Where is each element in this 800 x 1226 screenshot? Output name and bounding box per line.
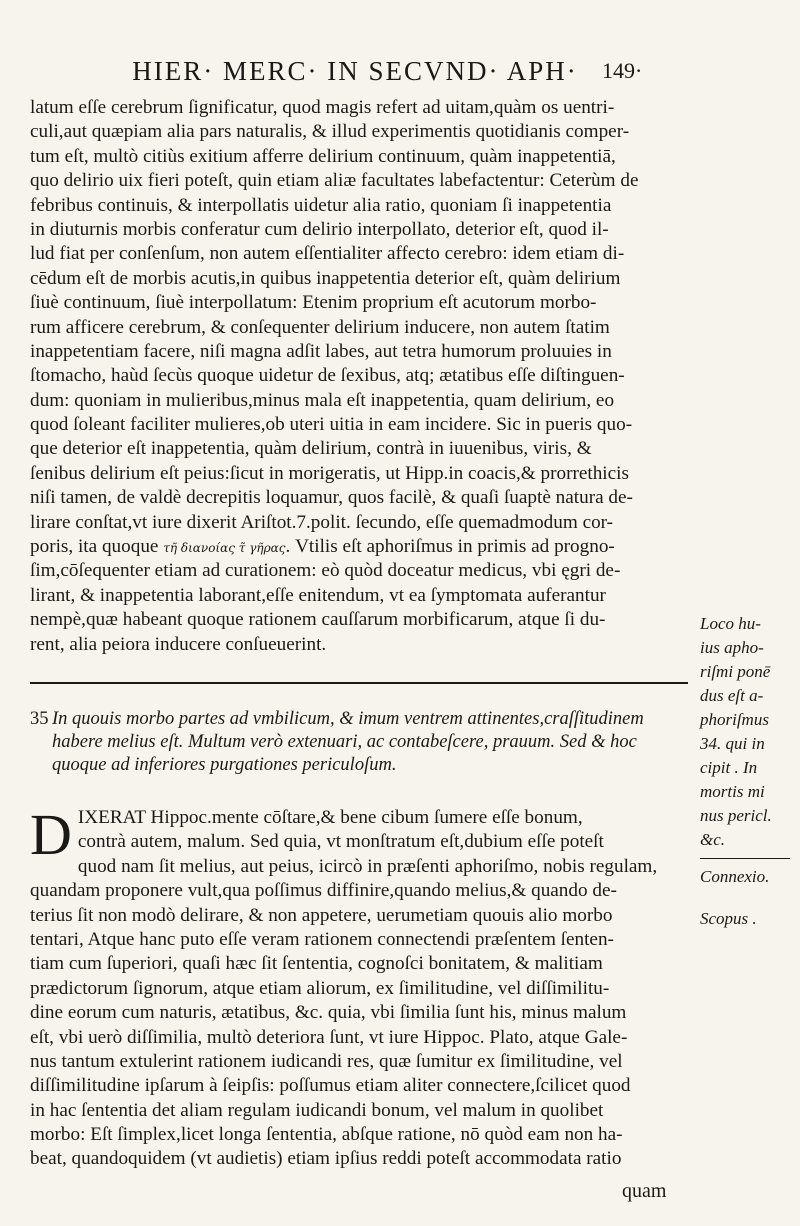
text-line: terius ſit non modò delirare, & non appetere, uerumetiam quouis alio morbo — [30, 904, 613, 926]
catchword: quam — [622, 1180, 667, 1202]
text-line: prædictorum ſignorum, atque etiam aliorum, ex ſimilitudine, vel diſſimilitu- — [30, 977, 610, 999]
text-line: ſiuè continuum, ſiuè interpollatum: Etenim proprium eſt acutorum morbo- — [30, 292, 597, 314]
text-line: eſt, vbi uerò diſſimilia, multò deteriora ſunt, vt iure Hippoc. Plato, atque Gale- — [30, 1026, 628, 1048]
main-text-block — [30, 96, 694, 657]
margin-note-line: nus pericl. — [700, 806, 772, 825]
drop-cap: D — [30, 802, 72, 867]
page-number: 149· — [602, 58, 643, 83]
text-line: inappetentiam facere, niſi magna adſit labes, aut tetra humorum proluuies in — [30, 340, 612, 362]
margin-note-line: dus eſt a- — [700, 686, 764, 705]
text-line: ſenibus delirium eſt peius:ſicut in morigeratis, ut Hipp.in coacis,& prorrethicis — [30, 462, 629, 484]
text-line: diſſimilitudine ipſarum à ſeipſis: poſſumus etiam aliter connectere,ſcilicet quod — [30, 1075, 631, 1097]
text-line: ſim,cōſequenter etiam ad curationem: eò quòd doceatur medicus, vbi ęgri de- — [30, 560, 621, 582]
text-line: ſtomacho, haùd ſecùs quoque uidetur de ſexibus, atq; ætatibus eſſe diſtinguen- — [30, 365, 625, 387]
text-line: nempè,quæ habeant quoque rationem cauſſarum morbificarum, atque ſi du- — [30, 609, 606, 631]
margin-note-line: Loco hu- — [700, 614, 761, 633]
margin-notes — [700, 612, 796, 931]
aphorism-line: quoque ad inferiores purgationes periculoſum. — [52, 755, 397, 775]
margin-divider — [700, 858, 790, 859]
text-line — [30, 535, 694, 559]
margin-note-line: 34. qui in — [700, 734, 765, 753]
text-segment: . Vtilis eſt aphoriſmus in primis ad progno- — [285, 536, 615, 558]
text-line: dine eorum cum naturis, ætatibus, &c. quia, vbi ſimilia ſunt his, minus malum — [30, 1002, 627, 1024]
margin-note-line: cipit . In — [700, 758, 758, 777]
text-line: latum eſſe cerebrum ſignificatur, quod magis refert ad uitam,quàm os uentri- — [30, 97, 615, 118]
aphorism-line — [30, 708, 694, 731]
text-line: in diuturnis morbis conferatur cum delirio interpollato, deterior eſt, quod il- — [30, 218, 609, 240]
text-line: in hac ſententia det aliam regulam iudicandi bonum, vel malum in quolibet — [30, 1099, 604, 1121]
text-line: quod ſoleant faciliter mulieres,ob uteri uitia in eam incidere. Sic in pueris quo- — [30, 414, 633, 436]
text-line: beat, quandoquidem (vt audietis) etiam ipſius reddi poteſt accommodata ratio — [30, 1148, 622, 1170]
text-line: niſi tamen, de valdè decrepitis loquamur, quos facilè, & quaſi ſuaptè natura de- — [30, 487, 633, 509]
margin-note-scopus: Scopus . — [700, 909, 757, 928]
text-line: quo delirio uix fieri poteſt, quin etiam aliæ facultates labefactentur: Ceterùm de — [30, 170, 639, 192]
text-line: contrà autem, malum. Sed quia, vt monſtratum eſt,dubium eſſe poteſt — [77, 831, 604, 853]
text-line: que deterior eſt inappetentia, quàm delirium, contrà in iuuenibus, viris, & — [30, 438, 592, 460]
margin-note-line: ius apho- — [700, 638, 764, 657]
text-line: quod nam ſit melius, aut peius, icircò in præſenti aphoriſmo, nobis regulam, — [77, 855, 658, 877]
text-line: nus tantum extulerint rationem iudicandi res, quæ ſumitur ex ſimilitudine, vel — [30, 1050, 623, 1072]
section-divider — [30, 682, 688, 684]
margin-note-line: &c. — [700, 830, 726, 849]
text-line: rum afficere cerebrum, & conſequenter delirium inducere, non autem ſtatim — [30, 316, 610, 338]
text-line: dum: quoniam in mulieribus,minus mala eſt inappetentia, quam delirium, eo — [30, 389, 615, 411]
text-line: febribus continuis, & interpollatis uidetur alia ratio, quoniam ſi inappetentia — [30, 194, 612, 216]
text-line: lud fiat per conſenſum, non autem eſſentialiter affecto cerebro: idem etiam di- — [30, 243, 625, 265]
text-line: cēdum eſt de morbis acutis,in quibus inappetentia deterior eſt, quàm delirium — [30, 267, 621, 289]
commentary-block — [30, 802, 694, 1172]
text-line: quandam proponere vult,qua poſſimus diffinire,quando melius,& quando de- — [30, 880, 617, 902]
text-line: tum eſt, multò citiùs exitium afferre delirium continuum, quàm inappetentiā, — [30, 145, 616, 167]
margin-note-line: riſmi ponē — [700, 662, 771, 681]
greek-phrase: τῆ διανοίας τ̃ γῆρας — [163, 541, 286, 556]
aphorism-number: 35 — [30, 709, 49, 729]
text-line: lirant, & inappetentia laborant,eſſe enitendum, vt ea ſymptomata auferantur — [30, 584, 606, 606]
aphorism-text: In quouis morbo partes ad vmbilicum, & imum ventrem attinentes,craſſitudinem — [52, 709, 644, 729]
text-line: culi,aut quæpiam alia pars naturalis, & illud experimentis quotidianis comper- — [30, 121, 630, 143]
margin-note-line: mortis mi — [700, 782, 765, 801]
text-line: tentari, Atque hanc puto eſſe veram rationem connectendi præſentem ſenten- — [30, 928, 614, 950]
running-header — [0, 56, 800, 92]
margin-note-connexio: Connexio. — [700, 867, 770, 886]
text-line: morbo: Eſt ſimplex,licet longa ſententia, abſque ratione, nō quòd eam non ha- — [30, 1124, 623, 1146]
text-line: rent, alia peiora inducere conſueuerint. — [30, 633, 327, 655]
margin-note-line: phoriſmus — [700, 710, 769, 729]
running-title: HIER· MERC· IN SECVND· APH· — [132, 56, 578, 86]
text-line: IXERAT Hippoc.mente cōſtare,& bene cibum ſumere eſſe bonum, — [77, 807, 583, 828]
text-segment: poris, ita quoque — [30, 536, 159, 558]
text-line: tiam cum ſuperiori, quaſi hæc ſit ſententia, cognoſci bonitatem, & malitiam — [30, 953, 603, 975]
aphorism-block — [30, 708, 694, 777]
text-line: lirare conſtat,vt iure dixerit Ariſtot.7.polit. ſecundo, eſſe quemadmodum cor- — [30, 511, 614, 533]
aphorism-line: habere melius eſt. Multum verò extenuari, ac contabeſcere, prauum. Sed & hoc — [52, 732, 637, 752]
